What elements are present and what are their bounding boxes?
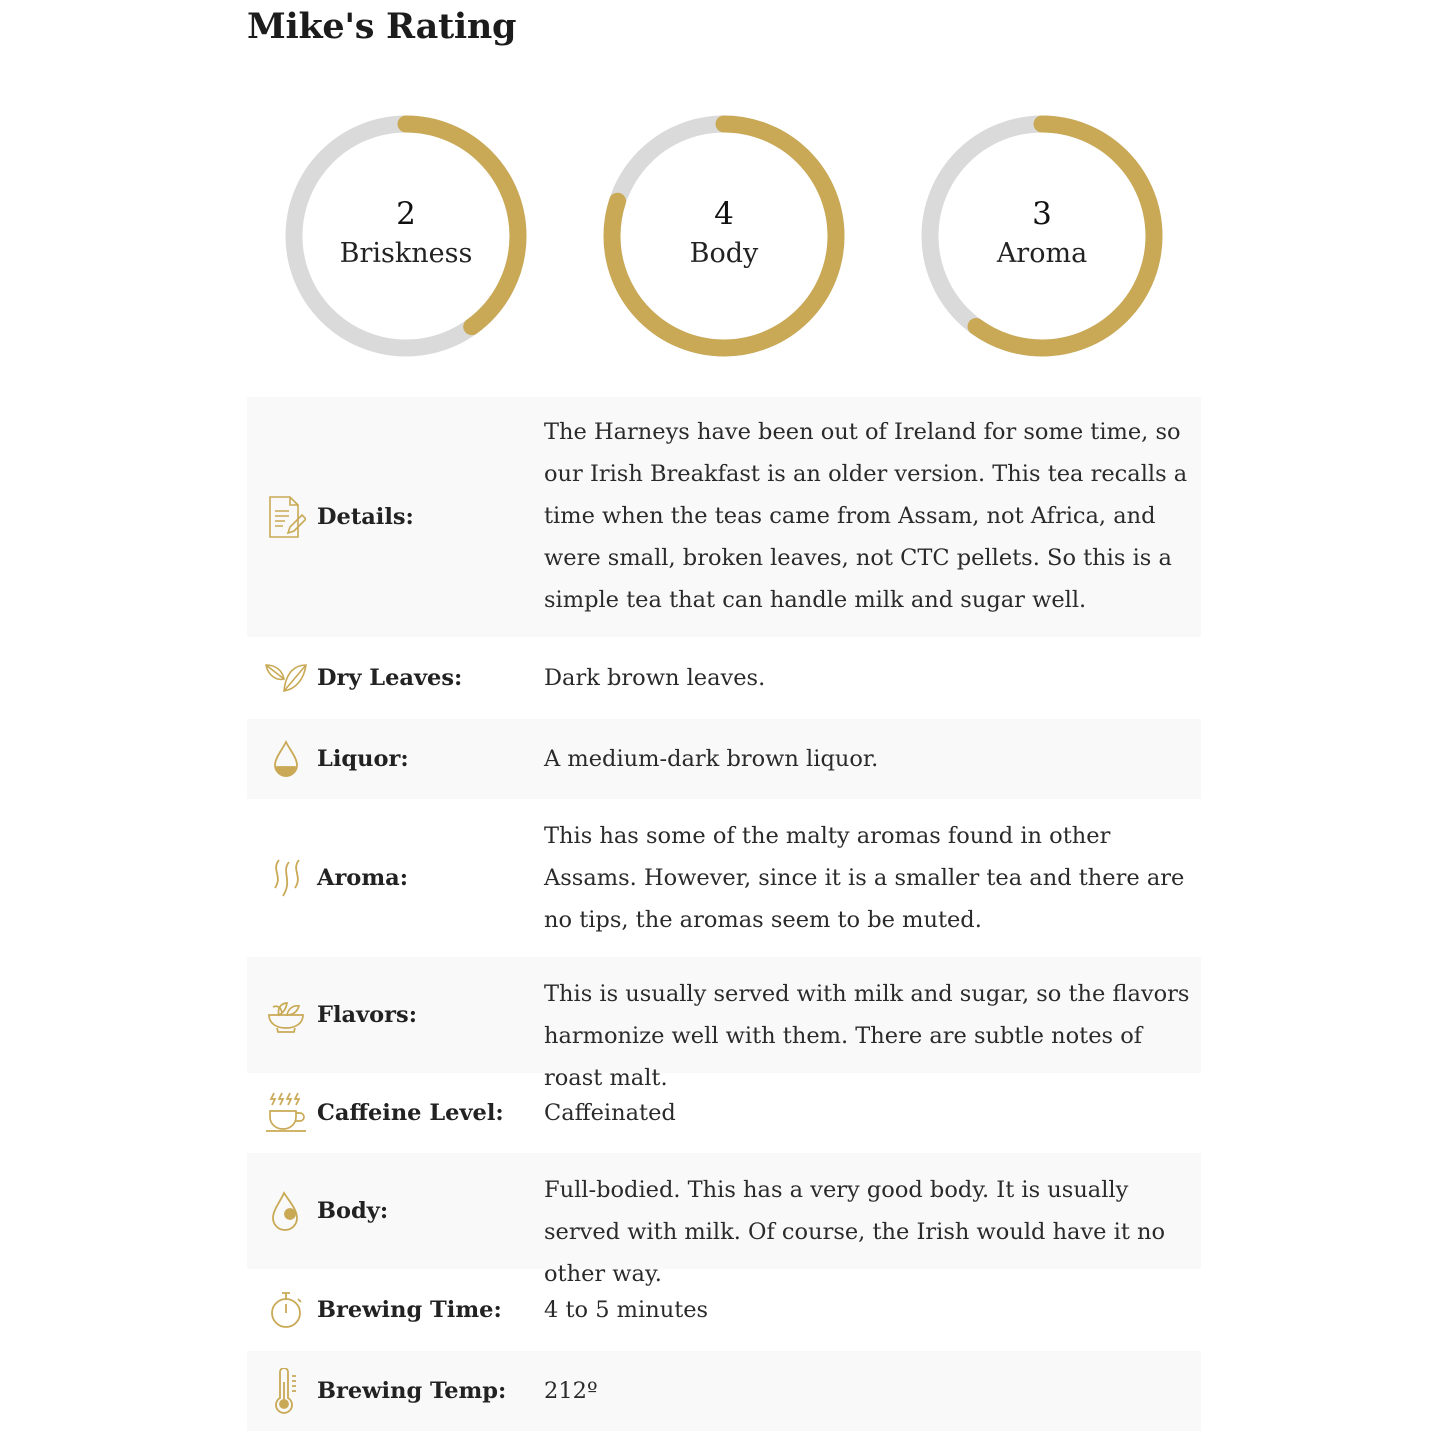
document-pen-icon <box>264 495 308 539</box>
detail-row-brewing-time <box>247 1269 1201 1351</box>
detail-row-liquor <box>247 719 1201 799</box>
detail-row-details <box>247 397 1201 637</box>
rating-rings <box>247 112 1201 362</box>
detail-label: Brewing Time: <box>317 1297 502 1323</box>
detail-label: Liquor: <box>317 746 409 772</box>
page-title: Mike's Rating <box>247 6 517 47</box>
detail-row-aroma <box>247 799 1201 957</box>
rating-value: 4 <box>714 196 734 232</box>
rating-ring-briskness <box>282 112 530 360</box>
thermometer-icon <box>264 1369 308 1413</box>
detail-value: 212º <box>544 1378 598 1404</box>
detail-value: 4 to 5 minutes <box>544 1297 709 1323</box>
body-drop-icon <box>264 1189 308 1233</box>
detail-label: Dry Leaves: <box>317 665 463 691</box>
rating-label: Aroma <box>996 238 1088 269</box>
detail-label: Caffeine Level: <box>317 1100 504 1126</box>
rating-ring-aroma <box>918 112 1166 360</box>
rating-ring-body <box>600 112 848 360</box>
detail-row-caffeine-level <box>247 1073 1201 1153</box>
detail-value: Caffeinated <box>544 1100 676 1126</box>
detail-value: This is usually served with milk and sugar, so the flavors harmonize well with them. There are subtle notes of roast malt. <box>544 981 1190 1091</box>
bowl-herbs-icon <box>264 993 308 1037</box>
detail-label: Flavors: <box>317 1002 418 1028</box>
detail-value: A medium-dark brown liquor. <box>544 746 879 772</box>
stopwatch-icon <box>264 1288 308 1332</box>
detail-row-body <box>247 1153 1201 1287</box>
detail-label: Body: <box>317 1198 389 1224</box>
steam-icon <box>264 856 308 900</box>
rating-label: Briskness <box>339 238 473 269</box>
detail-row-brewing-temp <box>247 1351 1201 1431</box>
detail-value: Dark brown leaves. <box>544 665 766 691</box>
detail-value: Full-bodied. This has a very good body. It is usually served with milk. Of course, the Irish would have it no other way. <box>544 1177 1166 1287</box>
detail-label: Aroma: <box>317 865 409 891</box>
detail-label: Details: <box>317 504 414 530</box>
detail-label: Brewing Temp: <box>317 1378 507 1404</box>
detail-row-flavors <box>247 957 1201 1091</box>
detail-row-dry-leaves <box>247 637 1201 719</box>
rating-label: Body <box>689 238 759 269</box>
detail-value: This has some of the malty aromas found in other Assams. However, since it is a smaller tea and there are no tips, the aromas seem to be muted. <box>544 823 1185 933</box>
tea-leaves-icon <box>264 656 308 700</box>
rating-value: 2 <box>396 196 416 232</box>
caffeine-cup-icon <box>264 1091 308 1135</box>
drop-icon <box>264 737 308 781</box>
detail-value: The Harneys have been out of Ireland for some time, so our Irish Breakfast is an older version. This tea recalls a time when the teas came from Assam, not Africa, and were small, broken leaves, not CTC pellets. So this is a simple tea that can handle milk and sugar well. <box>544 419 1188 613</box>
rating-value: 3 <box>1032 196 1052 232</box>
